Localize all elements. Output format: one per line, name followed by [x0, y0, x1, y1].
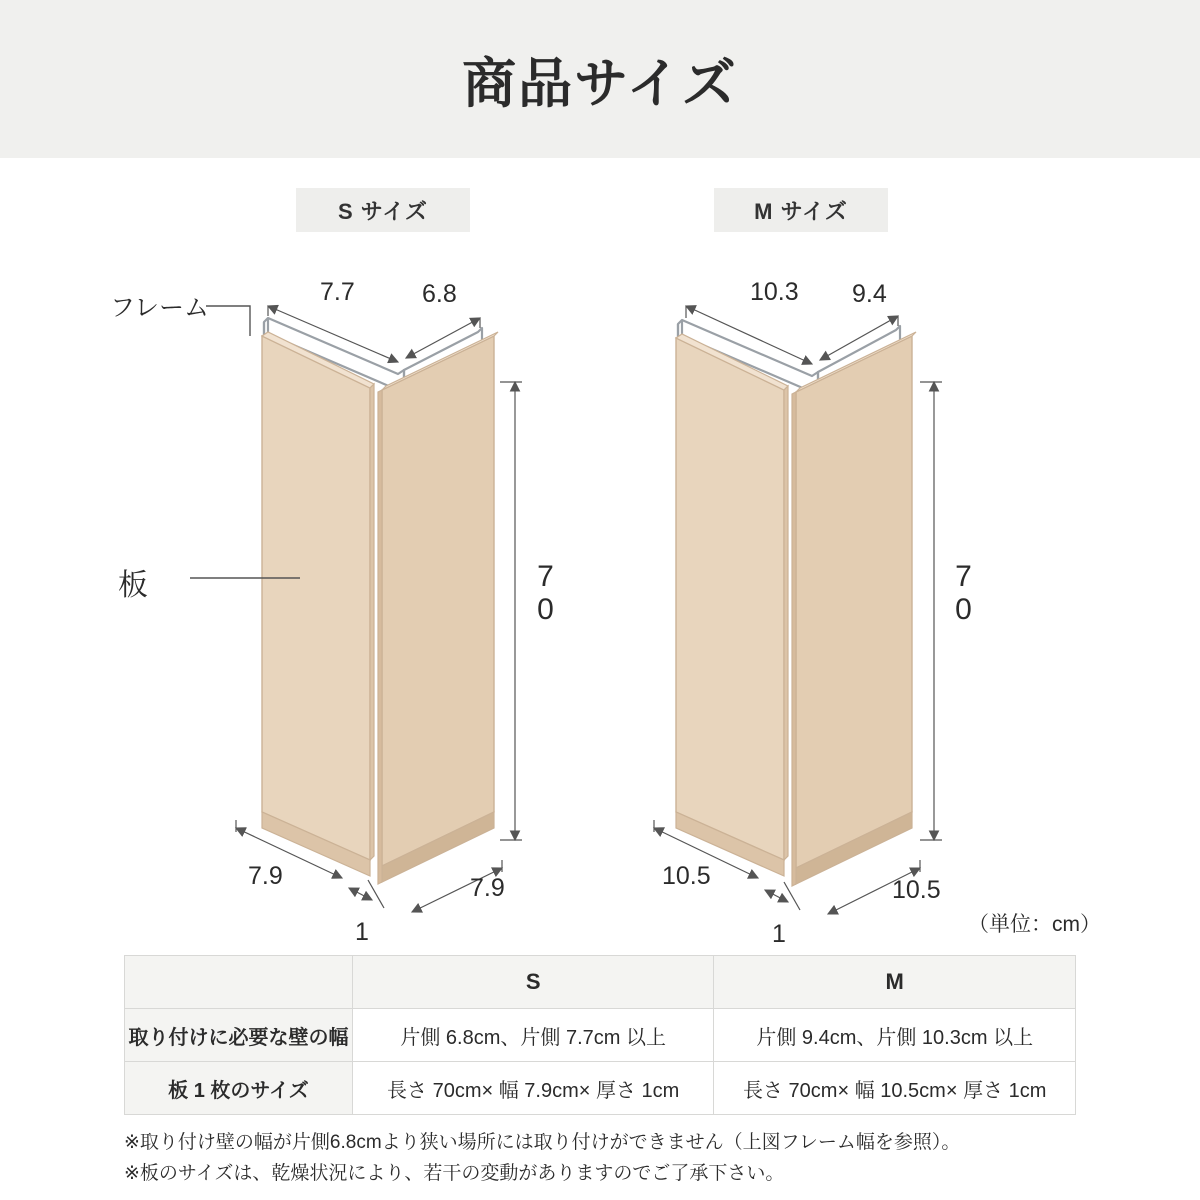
drawing-m	[654, 306, 942, 914]
dim-s-top-left: 7.7	[320, 278, 355, 306]
cell-board-size-s: 長さ 70cm× 幅 7.9cm× 厚さ 1cm	[352, 1062, 714, 1115]
dim-m-top-right: 9.4	[852, 280, 887, 308]
row-label-wall-width: 取り付けに必要な壁の幅	[125, 1009, 353, 1062]
dim-m-top-left: 10.3	[750, 278, 799, 306]
dim-s-top-right: 6.8	[422, 280, 457, 308]
dim-s-height: 70	[529, 560, 562, 626]
callout-board-label: 板	[118, 569, 148, 602]
callout-frame-label: フレーム	[110, 294, 210, 322]
tab-size-s: S サイズ	[296, 188, 470, 232]
header-banner	[0, 0, 1200, 158]
table-header-row	[125, 956, 1076, 1009]
cell-wall-width-s: 片側 6.8cm、片側 7.7cm 以上	[352, 1009, 714, 1062]
cell-board-size-m: 長さ 70cm× 幅 10.5cm× 厚さ 1cm	[714, 1062, 1076, 1115]
dim-m-bottom-left: 10.5	[662, 862, 711, 890]
dim-m-height: 70	[947, 560, 980, 626]
row-label-board-size: 板 1 枚のサイズ	[125, 1062, 353, 1115]
table-row	[125, 1009, 1076, 1062]
footnote-2: ※板のサイズは、乾燥状況により、若干の変動がありますのでご了承下さい。	[124, 1162, 785, 1184]
table-header-s: S	[352, 956, 714, 1009]
footnotes	[124, 1128, 1104, 1190]
table-header-m: M	[714, 956, 1076, 1009]
page-title: 商品サイズ	[462, 53, 738, 114]
dim-s-bottom-left: 7.9	[248, 862, 283, 890]
dim-m-thickness: 1	[772, 920, 786, 948]
dim-m-bottom-right: 10.5	[892, 876, 941, 904]
dim-s-thickness: 1	[355, 918, 369, 946]
size-diagram-svg	[0, 240, 1200, 950]
spec-table	[124, 955, 1076, 1115]
unit-note: （単位：cm）	[968, 913, 1101, 936]
table-header-blank	[125, 956, 353, 1009]
cell-wall-width-m: 片側 9.4cm、片側 10.3cm 以上	[714, 1009, 1076, 1062]
drawing-s	[190, 306, 522, 912]
table-row	[125, 1062, 1076, 1115]
footnote-1: ※取り付け壁の幅が片側6.8cmより狭い場所には取り付けができません（上図フレーム幅を参照）。	[124, 1132, 961, 1153]
dim-s-bottom-right: 7.9	[470, 874, 505, 902]
diagram-area	[0, 240, 1200, 950]
tab-size-m: M サイズ	[714, 188, 888, 232]
